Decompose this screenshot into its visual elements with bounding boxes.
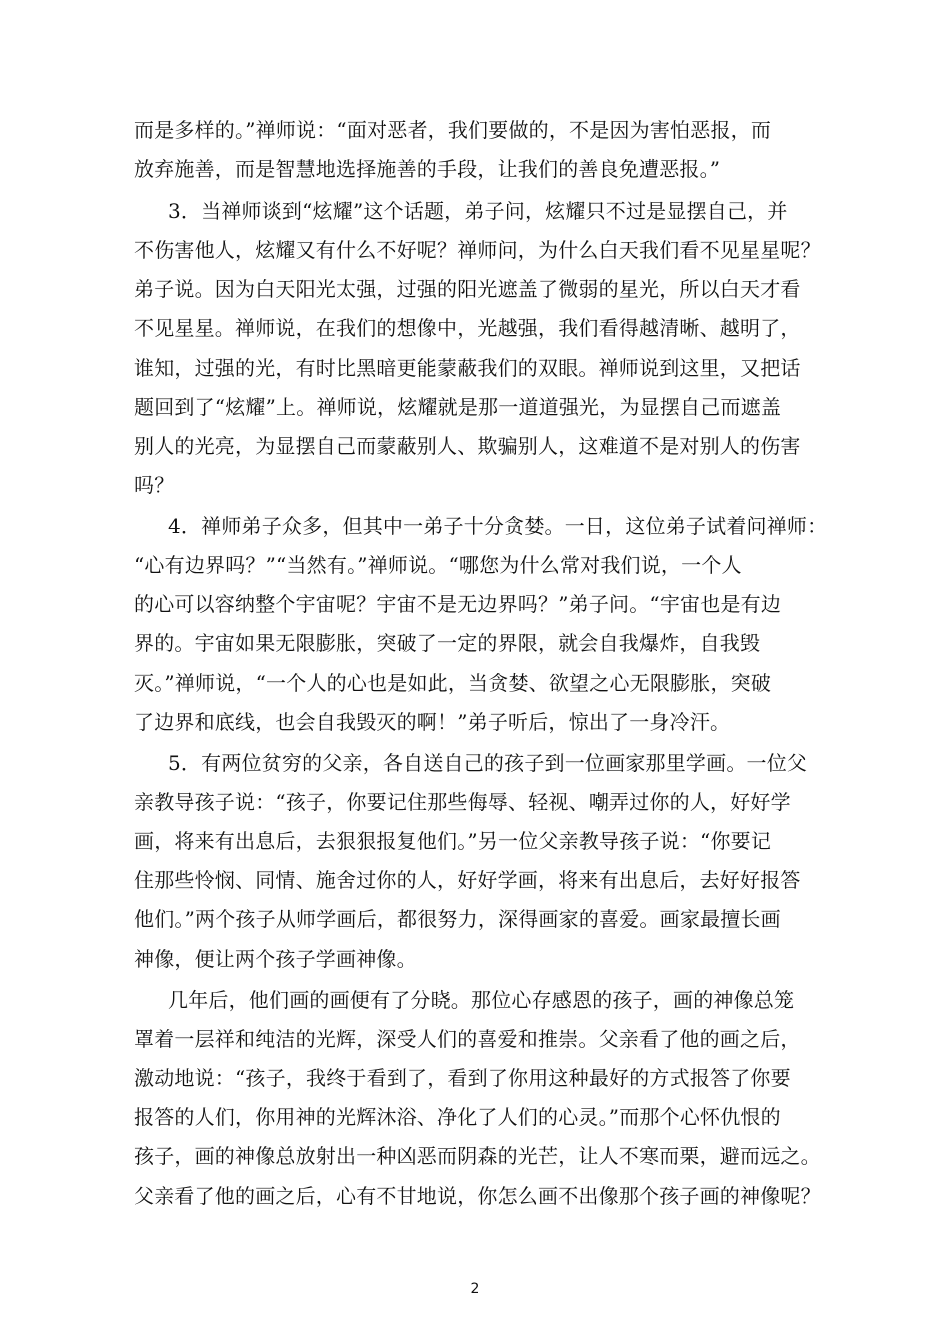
text-line: 弟子说。因为白天阳光太强，过强的阳光遮盖了微弱的星光，所以白天才看: [134, 277, 801, 301]
text-line: 吗？: [134, 473, 175, 497]
text-line: 谁知，过强的光，有时比黑暗更能蒙蔽我们的双眼。禅师说到这里，又把话: [134, 356, 801, 380]
text-line: 画，将来有出息后，去狠狠报复他们。”另一位父亲教导孩子说：“你要记: [134, 829, 772, 853]
paragraph-4-start: 4．禅师弟子众多，但其中一弟子十分贪婪。一日，这位弟子试着问禅师：: [168, 514, 828, 538]
text-line: 而是多样的。”禅师说：“面对恶者，我们要做的，不是因为害怕恶报，而: [134, 118, 772, 142]
text-line: 报答的人们，你用神的光辉沐浴、净化了人们的心灵。”而那个心怀仇恨的: [134, 1105, 781, 1129]
text-line: 不伤害他人，炫耀又有什么不好呢？禅师问，为什么白天我们看不见星星呢？: [134, 238, 821, 262]
text-line: 的心可以容纳整个宇宙呢？宇宙不是无边界吗？”弟子问。“宇宙也是有边: [134, 592, 782, 616]
text-line: 罩着一层祥和纯洁的光辉，深受人们的喜爱和推崇。父亲看了他的画之后，: [134, 1027, 801, 1051]
paragraph-5-start: 5．有两位贫穷的父亲，各自送自己的孩子到一位画家那里学画。一位父: [168, 751, 808, 775]
text-line: 父亲看了他的画之后，心有不甘地说，你怎么画不出像那个孩子画的神像呢？: [134, 1184, 821, 1208]
text-line: 放弃施善，而是智慧地选择施善的手段，让我们的善良免遭恶报。”: [134, 157, 721, 181]
text-line: 神像，便让两个孩子学画神像。: [134, 947, 417, 971]
text-line: “心有边界吗？”“当然有。”禅师说。“哪您为什么常对我们说，一个人: [134, 553, 742, 577]
paragraph-6-start: 几年后，他们画的画便有了分晓。那位心存感恩的孩子，画的神像总笼: [168, 988, 795, 1012]
text-line: 界的。宇宙如果无限膨胀，突破了一定的界限，就会自我爆炸，自我毁: [134, 631, 761, 655]
text-line: 孩子，画的神像总放射出一种凶恶而阴森的光芒，让人不寒而栗，避而远之。: [134, 1144, 821, 1168]
page-number: 2: [470, 1281, 480, 1297]
text-line: 别人的光亮，为显摆自己而蒙蔽别人、欺骗别人，这难道不是对别人的伤害: [134, 434, 801, 458]
text-line: 灭。”禅师说，“一个人的心也是如此，当贪婪、欲望之心无限膨胀，突破: [134, 671, 772, 695]
text-line: 他们。”两个孩子从师学画后，都很努力，深得画家的喜爱。画家最擅长画: [134, 907, 781, 931]
text-line: 激动地说：“孩子，我终于看到了，看到了你用这种最好的方式报答了你要: [134, 1066, 791, 1090]
text-line: 住那些怜悯、同情、施舍过你的人，好好学画，将来有出息后，去好好报答: [134, 868, 801, 892]
text-line: 了边界和底线，也会自我毁灭的啊！”弟子听后，惊出了一身冷汗。: [134, 710, 731, 734]
paragraph-3-start: 3．当禅师谈到“炫耀”这个话题，弟子问，炫耀只不过是显摆自己，并: [168, 199, 788, 223]
text-line: 亲教导孩子说：“孩子，你要记住那些侮辱、轻视、嘲弄过你的人，好好学: [134, 790, 791, 814]
text-line: 题回到了“炫耀”上。禅师说，炫耀就是那一道道强光，为显摆自己而遮盖: [134, 395, 782, 419]
text-line: 不见星星。禅师说，在我们的想像中，光越强，我们看得越清晰、越明了，: [134, 316, 801, 340]
